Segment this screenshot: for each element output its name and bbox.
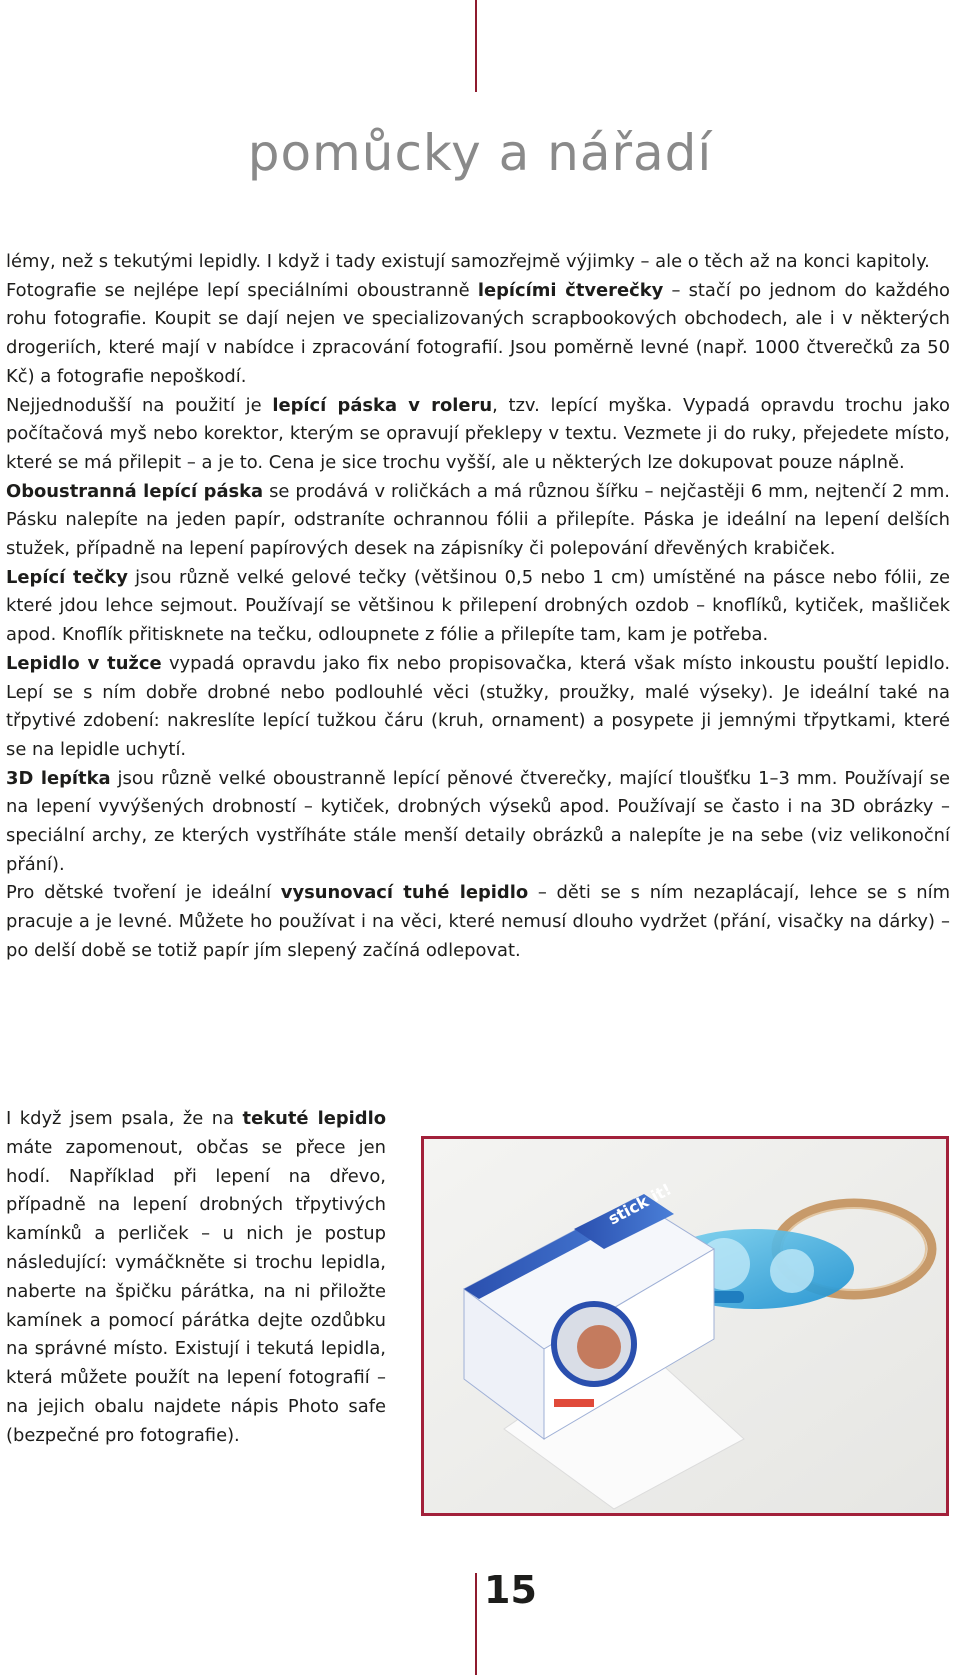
chapter-title: pomůcky a nářadí: [247, 124, 713, 182]
paragraph: Lepící tečky jsou různě velké gelové tečky (většinou 0,5 nebo 1 cm) umístěné na pásce nebo fólii, ze které jdou lehce sejmout. Používají se většinou k přilepení drobných ozdob – knoflíků, kytiček, mašliček apod. Knoflík přitisknete na tečku, odloupnete z fólie a přilepíte tam, kam je potřeba.: [6, 566, 950, 646]
page-number: 15: [484, 1568, 537, 1612]
paragraph: lémy, než s tekutými lepidly. I když i tady existují samozřejmě výjimky – ale o těch až na konci kapitoly.: [6, 251, 930, 272]
body-text: [6, 248, 950, 966]
bottom-divider-line: [475, 1573, 477, 1675]
paragraph: Nejjednodušší na použití je lepící páska v roleru, tzv. lepící myška. Vypadá opravdu trochu jako počítačová myš nebo korektor, kterým se opravují překlepy v textu. Vezmete ji do ruky, přejedete místo, které se má přilepit – a je to. Cena je sice trochu vyšší, ale u některých lze dokupovat pouze náplně.: [6, 394, 950, 473]
paragraph: Pro dětské tvoření je ideální vysunovací tuhé lepidlo – děti se s ním nezaplácají, lehce se s ním pracuje a je levné. Můžete ho používat i na věci, které nemusí dlouho vydržet (přání, visačky na dárky) – po delší době se totiž papír jím slepený začíná odlepovat.: [6, 882, 950, 961]
paragraph: 3D lepítka jsou různě velké oboustranně lepící pěnové čtverečky, mající tloušťku 1–3 mm. Používají se na lepení vyvýšených drobností – kytiček, drobných výseků apod. Používají se často i na 3D obrázky – speciální archy, ze kterých vystříháte stále menší detaily obrázků a nalepíte je na sebe (viz velikonoční přání).: [6, 767, 950, 875]
product-photo-illustration: [424, 1139, 946, 1513]
top-divider-line: [475, 0, 477, 92]
wrapped-paragraph: [6, 1105, 386, 1451]
paragraph: I když jsem psala, že na tekuté lepidlo máte zapomenout, občas se přece jen hodí. Například při lepení na dřevo, případně na lepení drobných třpytivých kamínků a perliček – u nich je postup následující: vymáčkněte si trochu lepidla, naberte na špičku párátka, na ni přiložte kamínek a pomocí párátka dejte ozdůbku na správné místo. Existují i tekutá lepidla, která můžete použít na lepení fotografií – na jejich obalu najdete nápis Photo safe (bezpečné pro fotografie).: [6, 1108, 387, 1446]
product-photo: [421, 1136, 949, 1516]
paragraph: Oboustranná lepící páska se prodává v roličkách a má různou šířku – nejčastěji 6 mm, nejtenčí 2 mm. Pásku nalepíte na jeden papír, odstraníte ochrannou fólii a přilepíte. Páska je ideální na lepení delších stužek, případně na lepení papírových desek na zápisníky či polepování dřevěných krabiček.: [6, 480, 950, 560]
box-label: stick it!: [604, 1179, 675, 1229]
paragraph: Lepidlo v tužce vypadá opravdu jako fix nebo propisovačka, která však místo inkoustu pouští lepidlo. Lepí se s ním dobře drobné nebo podlouhlé věci (stužky, proužky, malé výseky). Je ideální také na třpytivé zdobení: nakreslíte lepící tužkou čáru (kruh, ornament) a posypete ji jemnými třpytkami, které se na lepidle uchytí.: [6, 652, 951, 760]
paragraph: Fotografie se nejlépe lepí speciálními oboustranně lepícími čtverečky – stačí po jednom do každého rohu fotografie. Koupit se dají nejen ve specializovaných scrapbookových obchodech, ale i v některých drogeriích, které mají v nabídce i zpracování fotografií. Jsou poměrně levné (např. 1000 čtverečků za 50 Kč) a fotografie nepoškodí.: [6, 279, 951, 387]
